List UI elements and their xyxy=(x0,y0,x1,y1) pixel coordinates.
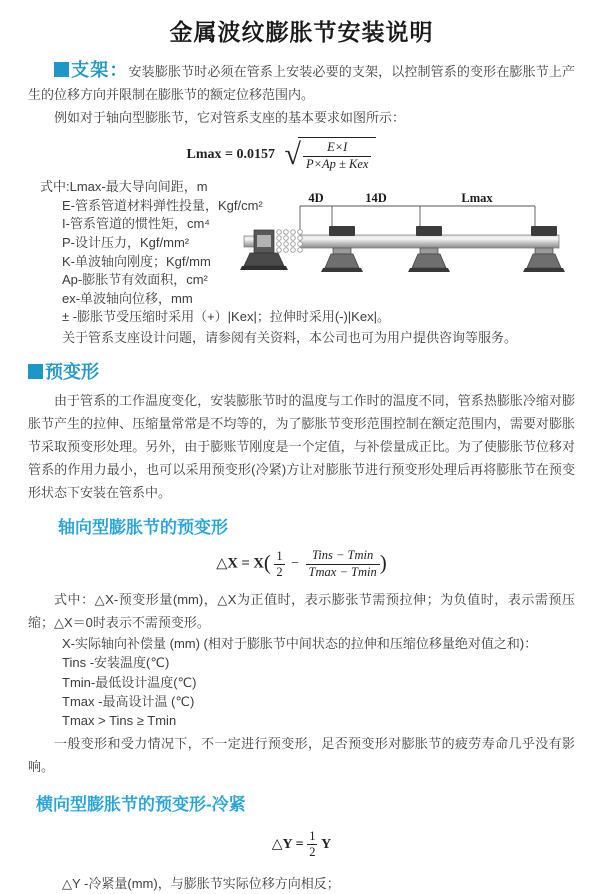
support-section-heading: 支架： xyxy=(71,60,129,80)
right-paren: ) xyxy=(379,550,387,575)
support-note: 关于管系支座设计问题，请参阅有关资料，本公司也可为用户提供咨询等服务。 xyxy=(62,330,518,345)
half-fraction xyxy=(307,829,317,860)
support-section-intro xyxy=(28,59,575,106)
formula-axial-lhs: △X = X xyxy=(216,555,264,572)
guide-support xyxy=(408,226,450,272)
formula-lateral-lhs: △Y = xyxy=(271,837,304,853)
left-paren: ( xyxy=(263,550,271,575)
temperature-fraction xyxy=(306,548,380,580)
axial-explain: 式中：△X-预变形量(mm)，△X为正值时，表示膨张节需预拉伸；为负值时，表示需预压缩；△X＝0时表示不需预变形。 xyxy=(28,592,575,631)
guide-support xyxy=(321,226,363,272)
predeform-paragraph: 由于管系的工作温度变化，安装膨胀节时的温度与工作时的温度不同，管系热膨胀冷缩对膨胀节产生的拉伸、压缩量常常是不均等的，为了膨胀节变形范围控制在额定范围内，需要对膨胀节采取预变形处理。另外，由于膨账节刚度是一个定值，与补偿量成正比。为了使膨胀节位移对管系的作用力最小，也可以采用预变形(冷紧)方让对膨胀节进行预变形处理后再将膨胀节在预变形状态下安装在管系中。 xyxy=(28,393,575,500)
formula-lateral-coldpull xyxy=(28,829,575,860)
minus-operator: − xyxy=(291,556,300,572)
section-square-icon xyxy=(54,62,69,77)
fraction-denominator: Tmax − Tmin xyxy=(308,564,377,579)
definition-line: ex-单波轴向位移，mm xyxy=(62,290,193,306)
half-fraction xyxy=(274,549,284,580)
definition-line: I-管系管道的惯性矩，cm⁴ xyxy=(62,216,210,232)
definition-line: 式中:Lmax-最大导向间距，m xyxy=(40,179,208,195)
pipe xyxy=(300,235,559,248)
axial-definition-line: Tmax > Tins ≥ Tmin xyxy=(62,713,177,729)
axial-closing-line: 一般变形和受力情况下，不一定进行预变形，足否预变形对膨胀节的疲劳寿命几乎没有影响。 xyxy=(28,736,575,775)
formula-lmax xyxy=(28,137,535,172)
definition-line: P-设计压力，Kgf/mm² xyxy=(62,235,190,251)
formula-lmax-den: P×Ap ± Kex xyxy=(305,156,369,171)
fraction-numerator: 1 xyxy=(309,829,316,844)
fraction-numerator: 1 xyxy=(276,548,283,563)
bellows-icon xyxy=(277,230,303,253)
lateral-definition-line: △Y -冷紧量(mm)，与膨胀节实际位移方向相反； xyxy=(62,876,340,892)
definition-line: E-管系管道材料弹性投量，Kgf/cm² xyxy=(62,197,263,213)
fraction-denominator: 2 xyxy=(309,845,316,860)
fraction-denominator: 2 xyxy=(276,564,283,579)
fraction-numerator: Tins − Tmin xyxy=(306,548,380,565)
axial-subheading: 轴向型膨胀节的预变形 xyxy=(58,518,228,537)
formula-lmax-lhs: Lmax = 0.0157 xyxy=(186,146,275,162)
axial-definition-line: X-实际轴向补偿量 (mm) (相对于膨胀节中间状态的拉伸和压缩位移量绝对值之和)： xyxy=(62,636,538,652)
pipe-support-diagram xyxy=(242,191,572,287)
formula-axial-predeform xyxy=(28,548,575,580)
predeform-section-heading xyxy=(28,358,575,384)
formula-lmax-num: E×I xyxy=(303,140,372,157)
predeform-heading-text: 预变形 xyxy=(45,362,99,382)
axial-definition-line: Tmax -最高设计温 (℃) xyxy=(62,693,195,709)
diagram-label-14d: 14D xyxy=(365,191,387,205)
diagram-label-lmax: Lmax xyxy=(461,191,493,205)
definition-line: ± -膨胀节受压缩时采用（+）|Kex|；拉伸时采用(-)|Kex|。 xyxy=(62,309,390,325)
support-example-line: 例如对于轴向型膨胀节，它对管系支座的基本要求如图所示： xyxy=(54,110,406,125)
axial-definition-line: Tins -安装温度(℃) xyxy=(62,655,170,671)
page-title: 金属波纹膨胀节安装说明 xyxy=(169,19,434,45)
definition-line: K-单波轴向刚度；Kgf/mm xyxy=(62,253,211,269)
diagram-label-4d: 4D xyxy=(308,191,324,205)
axial-definitions xyxy=(28,634,575,730)
section-square-icon xyxy=(28,364,43,379)
support-intro-text: 安装膨胀节时必须在管系上安装必要的支架，以控制管系的变形在膨胀节上产生的位移方向并限制在膨胀节的额定位移范围内。 xyxy=(28,64,575,102)
guide-support xyxy=(523,226,565,272)
definition-line: Ap-膨胀节有效面积，cm² xyxy=(62,272,208,288)
sqrt-sign: √ xyxy=(284,137,301,171)
axial-definition-line: Tmin-最低设计温度(℃) xyxy=(62,674,197,690)
lateral-subheading: 横向型膨胀节的预变形-冷紧 xyxy=(36,795,246,815)
formula-lmax-radicand xyxy=(298,137,377,172)
formula-lateral-rhs: Y xyxy=(321,837,332,853)
